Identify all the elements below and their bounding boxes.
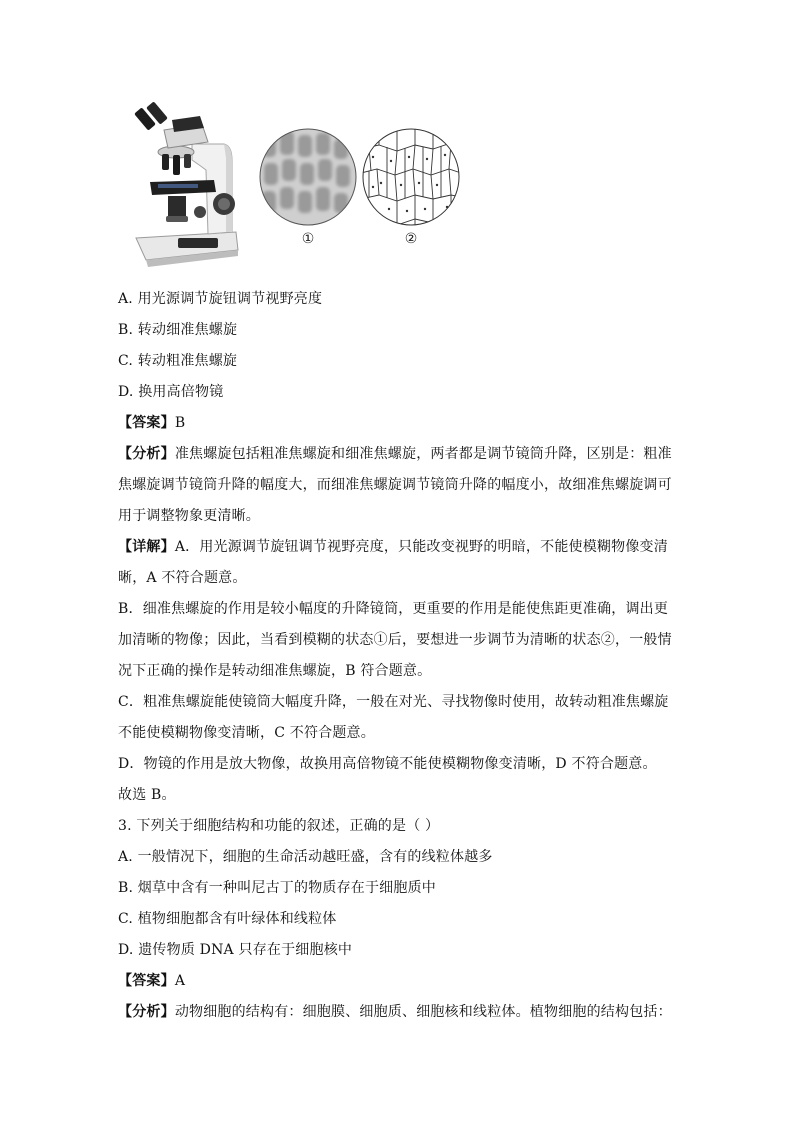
figure-label-1: ① — [301, 231, 315, 247]
q2-answer — [118, 408, 663, 439]
q3-stem: 3. 下列关于细胞结构和功能的叙述，正确的是（ ） — [118, 818, 440, 834]
microscope-image — [128, 100, 240, 270]
analysis-text: 准焦螺旋包括粗准焦螺旋和细准焦螺旋，两者都是调节镜筒升降，区别是：粗准 — [174, 446, 672, 462]
q3-option-b: B. 烟草中含有一种叫尼古丁的物质存在于细胞质中 — [118, 880, 436, 896]
q2-detail-line-8: D．物镜的作用是放大物像，故换用高倍物镜不能使模糊物像变清晰，D 不符合题意。 — [118, 756, 657, 772]
detail-text: A．用光源调节旋钮调节视野亮度，只能改变视野的明暗，不能使模糊物像变清 — [174, 539, 668, 555]
clear-view-figure — [361, 127, 461, 252]
q2-option-c: C. 转动粗准焦螺旋 — [118, 353, 238, 369]
q2-detail-line-1 — [118, 532, 668, 563]
q2-analysis-line-2: 焦螺旋调节镜筒升降的幅度大，而细准焦螺旋调节镜筒升降的幅度小，故细准焦螺旋调可 — [118, 477, 672, 493]
analysis-tag: 【分析】 — [118, 1004, 175, 1020]
answer-tag: 【答案】 — [118, 973, 175, 989]
answer-value: B — [174, 415, 186, 431]
q3-option-c: C. 植物细胞都含有叶绿体和线粒体 — [118, 911, 337, 927]
q3-option-d: D. 遗传物质 DNA 只存在于细胞核中 — [118, 942, 353, 958]
figure-label-2: ② — [404, 231, 418, 247]
clear-cell-view — [361, 127, 461, 227]
question-figure — [118, 100, 478, 270]
analysis-text: 动物细胞的结构有：细胞膜、细胞质、细胞核和线粒体。植物细胞的结构包括： — [174, 1004, 672, 1020]
q2-option-b: B. 转动细准焦螺旋 — [118, 322, 238, 338]
question-content — [118, 284, 672, 1028]
q2-detail-line-2: 晰，A 不符合题意。 — [118, 570, 247, 586]
q2-detail-line-4: 加清晰的物像；因此，当看到模糊的状态①后，要想进一步调节为清晰的状态②，一般情 — [118, 632, 672, 648]
answer-tag: 【答案】 — [118, 415, 175, 431]
q2-detail-line-7: 不能使模糊物像变清晰，C 不符合题意。 — [118, 725, 375, 741]
q2-detail-line-3: B．细准焦螺旋的作用是较小幅度的升降镜筒，更重要的作用是能使焦距更准确，调出更 — [118, 601, 669, 617]
q3-answer — [118, 966, 663, 997]
q3-analysis-line-1 — [118, 997, 672, 1028]
answer-value: A — [174, 973, 186, 989]
analysis-tag: 【分析】 — [118, 446, 175, 462]
blurry-view-figure — [258, 127, 358, 252]
q2-option-a: A. 用光源调节旋钮调节视野亮度 — [118, 291, 323, 307]
q2-option-d: D. 换用高倍物镜 — [118, 384, 224, 400]
q2-analysis-line-1 — [118, 439, 672, 470]
q3-option-a: A. 一般情况下，细胞的生命活动越旺盛，含有的线粒体越多 — [118, 849, 493, 865]
q2-analysis-line-3: 用于调整物象更清晰。 — [118, 508, 260, 524]
q2-detail-line-9: 故选 B。 — [118, 787, 176, 803]
q2-detail-line-6: C．粗准焦螺旋能使镜筒大幅度升降，一般在对光、寻找物像时使用，故转动粗准焦螺旋 — [118, 694, 669, 710]
blurry-cell-view — [258, 127, 358, 227]
q2-detail-line-5: 况下正确的操作是转动细准焦螺旋，B 符合题意。 — [118, 663, 432, 679]
detail-tag: 【详解】 — [118, 539, 175, 555]
